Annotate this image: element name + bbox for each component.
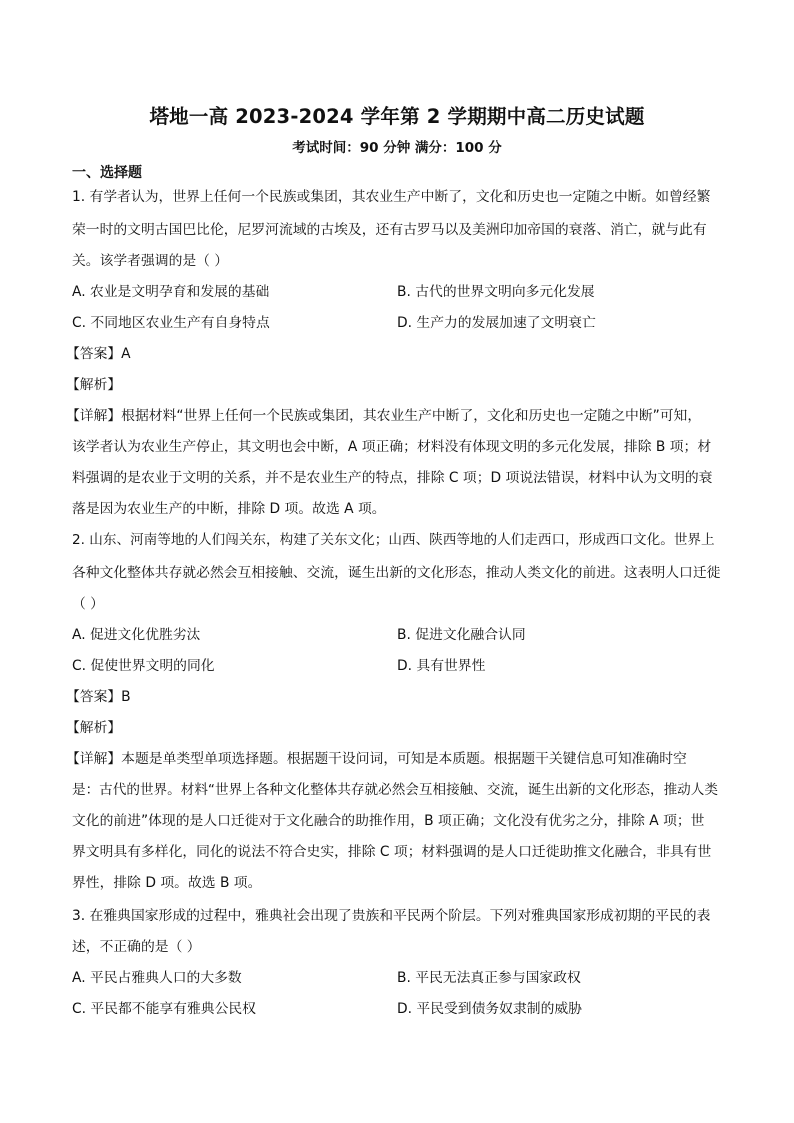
q1-detail-line: 料强调的是农业于文明的关系，并不是农业生产的特点，排除 C 项；D 项说法错误，材料中认为文明的衰 — [72, 470, 713, 486]
q1-analysis-label: 【解析】 — [66, 377, 122, 393]
q2-option-a: A. 促进文化优胜劣汰 — [72, 627, 201, 643]
q3-option-a: A. 平民占雅典人口的大多数 — [72, 970, 242, 986]
section-heading: 一、选择题 — [72, 165, 142, 181]
q2-option-d: D. 具有世界性 — [397, 658, 486, 674]
q1-stem-line: 1. 有学者认为，世界上任何一个民族或集团，其农业生产中断了，文化和历史也一定随之中断。如曾经繁 — [72, 189, 711, 205]
q2-detail-line: 【详解】本题是单类型单项选择题。根据题干设问词，可知是本质题。根据题干关键信息可知准确时空 — [66, 751, 687, 767]
q2-option-b: B. 促进文化融合认同 — [397, 627, 526, 643]
q1-option-c: C. 不同地区农业生产有自身特点 — [72, 315, 270, 331]
q2-detail-line: 文化的前进”体现的是人口迁徙对于文化融合的助推作用，B 项正确；文化没有优劣之分，排除 A 项；世 — [72, 813, 705, 829]
q2-detail-line: 界性，排除 D 项。故选 B 项。 — [72, 875, 262, 891]
q3-option-c: C. 平民都不能享有雅典公民权 — [72, 1001, 256, 1017]
q1-detail-line: 该学者认为农业生产停止，其文明也会中断，A 项正确；材料没有体现文明的多元化发展，排除 B 项；材 — [72, 439, 712, 455]
q2-option-c: C. 促使世界文明的同化 — [72, 658, 215, 674]
q1-answer: 【答案】A — [66, 346, 131, 362]
q2-stem-line: 各种文化整体共存就必然会互相接触、交流，诞生出新的文化形态，推动人类文化的前进。这表明人口迁徙 — [72, 565, 721, 581]
q2-detail-line: 界文明具有多样化，同化的说法不符合史实，排除 C 项；材料强调的是人口迁徙助推文化融合，非具有世 — [72, 844, 712, 860]
q2-answer: 【答案】B — [66, 689, 131, 705]
q1-stem-line: 荣一时的文明古国巴比伦，尼罗河流域的古埃及，还有古罗马以及美洲印加帝国的衰落、消亡，就与此有 — [72, 222, 707, 238]
exam-info: 考试时间：90 分钟 满分：100 分 — [292, 140, 502, 156]
q1-option-a: A. 农业是文明孕育和发展的基础 — [72, 284, 270, 300]
q3-stem-line: 述，不正确的是（ ） — [72, 939, 201, 955]
q2-detail-line: 是：古代的世界。材料“世界上各种文化整体共存就必然会互相接触、交流，诞生出新的文化形态，推动人类 — [72, 782, 718, 798]
q1-option-b: B. 古代的世界文明向多元化发展 — [397, 284, 595, 300]
q1-option-d: D. 生产力的发展加速了文明衰亡 — [397, 315, 596, 331]
q1-stem-line: 关。该学者强调的是（ ） — [72, 253, 229, 269]
q1-detail-line: 落是因为农业生产的中断，排除 D 项。故选 A 项。 — [72, 501, 386, 517]
q1-detail-line: 【详解】根据材料“世界上任何一个民族或集团，其农业生产中断了，文化和历史也一定随之中断”可知， — [66, 408, 702, 424]
page-title: 塔地一高 2023-2024 学年第 2 学期期中高二历史试题 — [149, 105, 645, 128]
q3-option-b: B. 平民无法真正参与国家政权 — [397, 970, 581, 986]
q2-stem-line: （ ） — [72, 596, 104, 612]
q3-option-d: D. 平民受到债务奴隶制的威胁 — [397, 1001, 582, 1017]
q2-analysis-label: 【解析】 — [66, 720, 122, 736]
q3-stem-line: 3. 在雅典国家形成的过程中，雅典社会出现了贵族和平民两个阶层。下列对雅典国家形成初期的平民的表 — [72, 908, 711, 924]
q2-stem-line: 2. 山东、河南等地的人们闯关东，构建了关东文化；山西、陕西等地的人们走西口，形成西口文化。世界上 — [72, 532, 715, 548]
